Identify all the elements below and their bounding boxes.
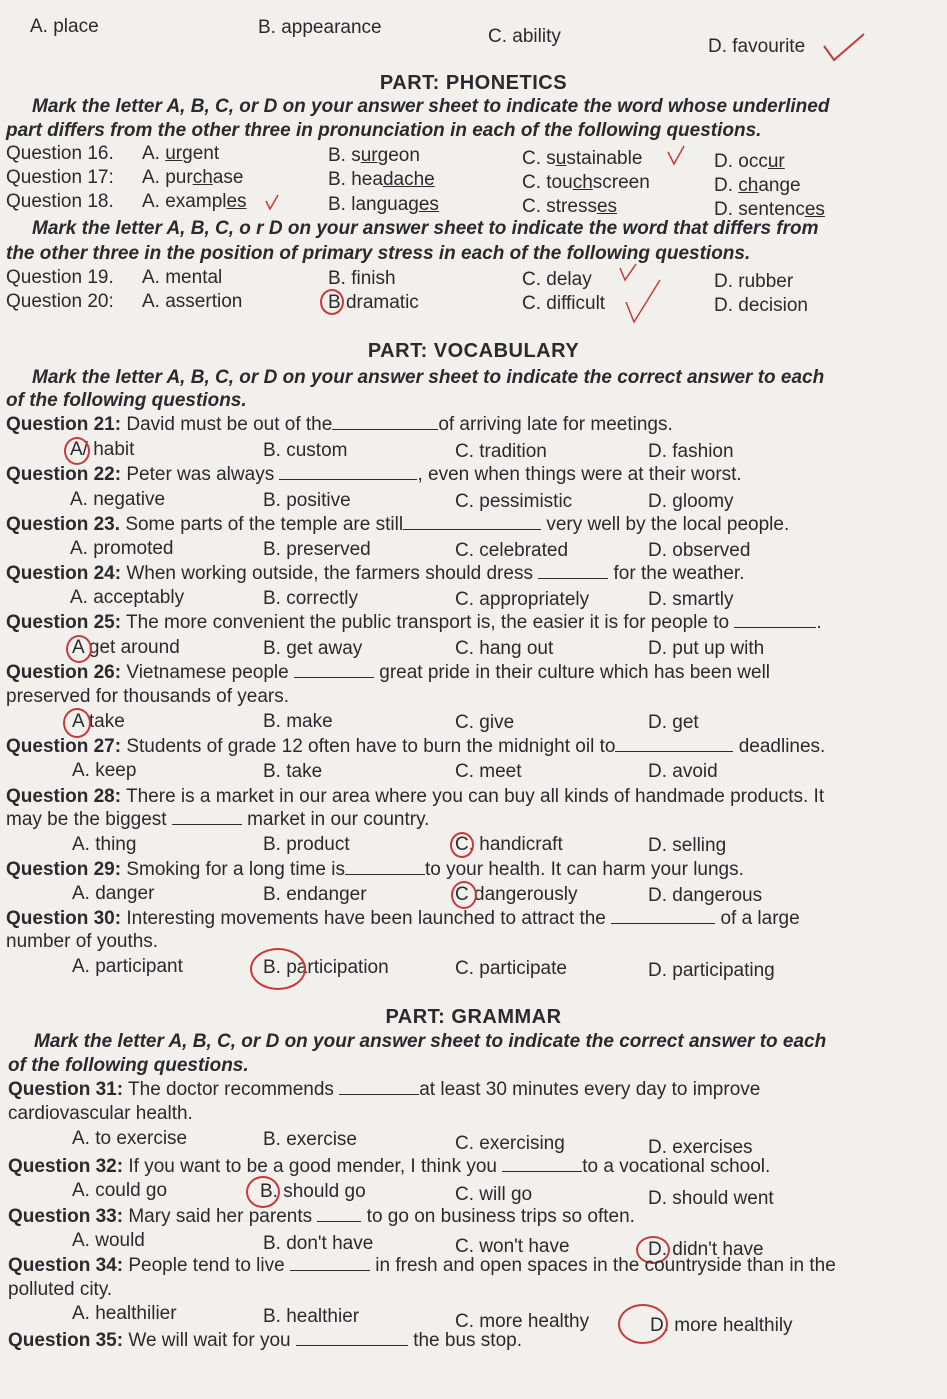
q18-option-a: A. examples [142, 191, 247, 212]
phonetics-instruction-1-line-2: part differs from the other three in pronunciation in each of the following questions. [6, 120, 762, 141]
question-33: Question 33: Mary said her parents to go on business trips so often. [8, 1206, 635, 1227]
q30-option-a: A. participant [72, 956, 183, 977]
q33-option-b: B. don't have [263, 1233, 374, 1254]
q16-option-d: D. occur [714, 151, 785, 172]
q22-option-a: A. negative [70, 489, 166, 510]
check-mark-icon [264, 193, 280, 211]
question-28: Question 28: There is a market in our area where you can buy all kinds of handmade products. It [6, 786, 825, 807]
question-31-line-2: cardiovascular health. [8, 1103, 193, 1124]
q26-option-c: C. give [455, 712, 515, 733]
answer-circle-mark [618, 1304, 668, 1344]
q21-option-a: A/ habit [70, 439, 135, 460]
q20-option-b: B dramatic [328, 292, 419, 313]
q24-option-a: A. acceptably [70, 587, 185, 608]
q28-option-d: D. selling [648, 835, 727, 856]
q19-option-b: B. finish [328, 268, 396, 289]
q20-option-d: D. decision [714, 295, 808, 316]
question-35: Question 35: We will wait for you the bus stop. [8, 1330, 522, 1351]
question-27: Question 27: Students of grade 12 often have to burn the midnight oil to deadlines. [6, 736, 826, 757]
question-18-label: Question 18. [6, 191, 114, 212]
q25-option-a: A get around [72, 637, 180, 658]
q32-option-c: C. will go [455, 1184, 533, 1205]
question-32: Question 32: If you want to be a good mender, I think you to a vocational school. [8, 1156, 771, 1177]
q24-option-b: B. correctly [263, 588, 359, 609]
q16-option-c: C. sustainable [522, 148, 643, 169]
question-22: Question 22: Peter was always , even when things were at their worst. [6, 464, 742, 485]
q21-option-c: C. tradition [455, 441, 547, 462]
q33-option-c: C. won't have [455, 1236, 570, 1257]
q29-option-c: C dangerously [455, 884, 578, 905]
q23-option-b: B. preserved [263, 539, 371, 560]
q21-option-d: D. fashion [648, 441, 734, 462]
q32-option-a: A. could go [72, 1180, 168, 1201]
q33-option-d: D. didn't have [648, 1239, 764, 1260]
q26-option-d: D. get [648, 712, 699, 733]
phonetics-title: PART: PHONETICS [379, 72, 568, 94]
check-mark-icon [622, 278, 662, 324]
question-28-line-2: may be the biggest market in our country. [6, 809, 430, 830]
phonetics-instruction-2-line-1: Mark the letter A, B, C, o r D on your answer sheet to indicate the word that differs from [32, 218, 819, 239]
q23-option-d: D. observed [648, 540, 751, 561]
q31-option-b: B. exercise [263, 1129, 357, 1150]
grammar-title: PART: GRAMMAR [385, 1006, 562, 1028]
question-29: Question 29: Smoking for a long time is to your health. It can harm your lungs. [6, 859, 744, 880]
question-34-line-2: polluted city. [8, 1279, 113, 1300]
q20-option-a: A. assertion [142, 291, 243, 312]
q30-option-b: B. participation [263, 957, 389, 978]
question-21: Question 21: David must be out of the of arriving late for meetings. [6, 414, 673, 435]
q19-option-c: C. delay [522, 269, 592, 290]
q29-option-d: D. dangerous [648, 885, 763, 906]
q17-option-a: A. purchase [142, 167, 244, 188]
q26-option-b: B. make [263, 711, 333, 732]
vocabulary-title: PART: VOCABULARY [367, 340, 580, 362]
answer-circle-mark [64, 437, 90, 465]
phonetics-instruction-1-line-1: Mark the letter A, B, C, or D on your answer sheet to indicate the word whose underlined [32, 96, 830, 117]
q31-option-c: C. exercising [455, 1133, 565, 1154]
q34-option-b: B. healthier [263, 1306, 360, 1327]
q27-option-d: D. avoid [648, 761, 718, 782]
answer-circle-mark [63, 708, 91, 738]
question-30-line-2: number of youths. [6, 931, 159, 952]
q24-option-d: D. smartly [648, 589, 734, 610]
q21-option-b: B. custom [263, 440, 348, 461]
q18-option-c: C. stresses [522, 196, 618, 217]
answer-circle-mark [250, 948, 306, 990]
q29-option-a: A. danger [72, 883, 155, 904]
q28-option-a: A. thing [72, 834, 137, 855]
q25-option-d: D. put up with [648, 638, 765, 659]
phonetics-instruction-2-line-2: the other three in the position of primary stress in each of the following questions. [6, 243, 751, 264]
answer-circle-mark [66, 635, 92, 663]
question-16-label: Question 16. [6, 143, 114, 164]
q32-option-b: B. should go [260, 1181, 366, 1202]
question-26: Question 26: Vietnamese people great pride in their culture which has been well [6, 662, 771, 683]
question-20-label: Question 20: [6, 291, 114, 312]
q22-option-c: C. pessimistic [455, 491, 573, 512]
q16-option-b: B. surgeon [328, 145, 420, 166]
q19-option-a: A. mental [142, 267, 223, 288]
q17-option-c: C. touchscreen [522, 172, 650, 193]
top-option-c: C. ability [488, 26, 561, 47]
q29-option-b: B. endanger [263, 884, 367, 905]
q30-option-d: D. participating [648, 960, 775, 981]
q16-option-a: A. urgent [142, 143, 220, 164]
q18-option-b: B. languages [328, 194, 439, 215]
q34-option-d: D. more healthily [650, 1315, 793, 1336]
question-30: Question 30: Interesting movements have been launched to attract the of a large [6, 908, 800, 929]
q17-option-d: D. change [714, 175, 801, 196]
q27-option-c: C. meet [455, 761, 522, 782]
answer-circle-mark [246, 1176, 280, 1208]
q28-option-c: C. handicraft [455, 834, 563, 855]
q24-option-c: C. appropriately [455, 589, 590, 610]
top-option-b: B. appearance [258, 17, 382, 38]
q27-option-a: A. keep [72, 760, 137, 781]
q27-option-b: B. take [263, 761, 323, 782]
q31-option-a: A. to exercise [72, 1128, 188, 1149]
q32-option-d: D. should went [648, 1188, 774, 1209]
q23-option-c: C. celebrated [455, 540, 569, 561]
question-23: Question 23. Some parts of the temple are still very well by the local people. [6, 514, 790, 535]
check-mark-icon [666, 144, 686, 166]
grammar-instruction-line-2: of the following questions. [8, 1055, 249, 1076]
answer-circle-mark [451, 881, 477, 909]
question-26-line-2: preserved for thousands of years. [6, 686, 290, 707]
q22-option-d: D. gloomy [648, 491, 734, 512]
q18-option-d: D. sentences [714, 199, 825, 220]
answer-circle-mark [450, 832, 474, 858]
q28-option-b: B. product [263, 834, 350, 855]
top-option-a: A. place [30, 16, 99, 37]
top-option-d: D. favourite [708, 36, 806, 57]
question-17-label: Question 17: [6, 167, 114, 188]
q23-option-a: A. promoted [70, 538, 174, 559]
q25-option-b: B. get away [263, 638, 363, 659]
q34-option-a: A. healthilier [72, 1303, 177, 1324]
q22-option-b: B. positive [263, 490, 351, 511]
grammar-instruction-line-1: Mark the letter A, B, C, or D on your answer sheet to indicate the correct answer to each [34, 1031, 827, 1052]
q33-option-a: A. would [72, 1230, 145, 1251]
question-19-label: Question 19. [6, 267, 114, 288]
question-34: Question 34: People tend to live in fresh and open spaces in the countryside than in the [8, 1255, 836, 1276]
vocabulary-instruction-line-1: Mark the letter A, B, C, or D on your answer sheet to indicate the correct answer to each [32, 367, 825, 388]
q30-option-c: C. participate [455, 958, 567, 979]
q20-option-c: C. difficult [522, 293, 606, 314]
q17-option-b: B. headache [328, 169, 435, 190]
question-31: Question 31: The doctor recommends at least 30 minutes every day to improve [8, 1079, 761, 1100]
question-24: Question 24: When working outside, the farmers should dress for the weather. [6, 563, 745, 584]
check-mark-icon [820, 30, 868, 64]
question-25: Question 25: The more convenient the public transport is, the easier it is for people to . [6, 612, 822, 633]
q19-option-d: D. rubber [714, 271, 794, 292]
vocabulary-instruction-line-2: of the following questions. [6, 390, 247, 411]
answer-circle-mark [320, 289, 344, 315]
q34-option-c: C. more healthy [455, 1311, 590, 1332]
q25-option-c: C. hang out [455, 638, 554, 659]
q31-option-d: D. exercises [648, 1137, 753, 1158]
q26-option-a: A take [72, 711, 125, 732]
